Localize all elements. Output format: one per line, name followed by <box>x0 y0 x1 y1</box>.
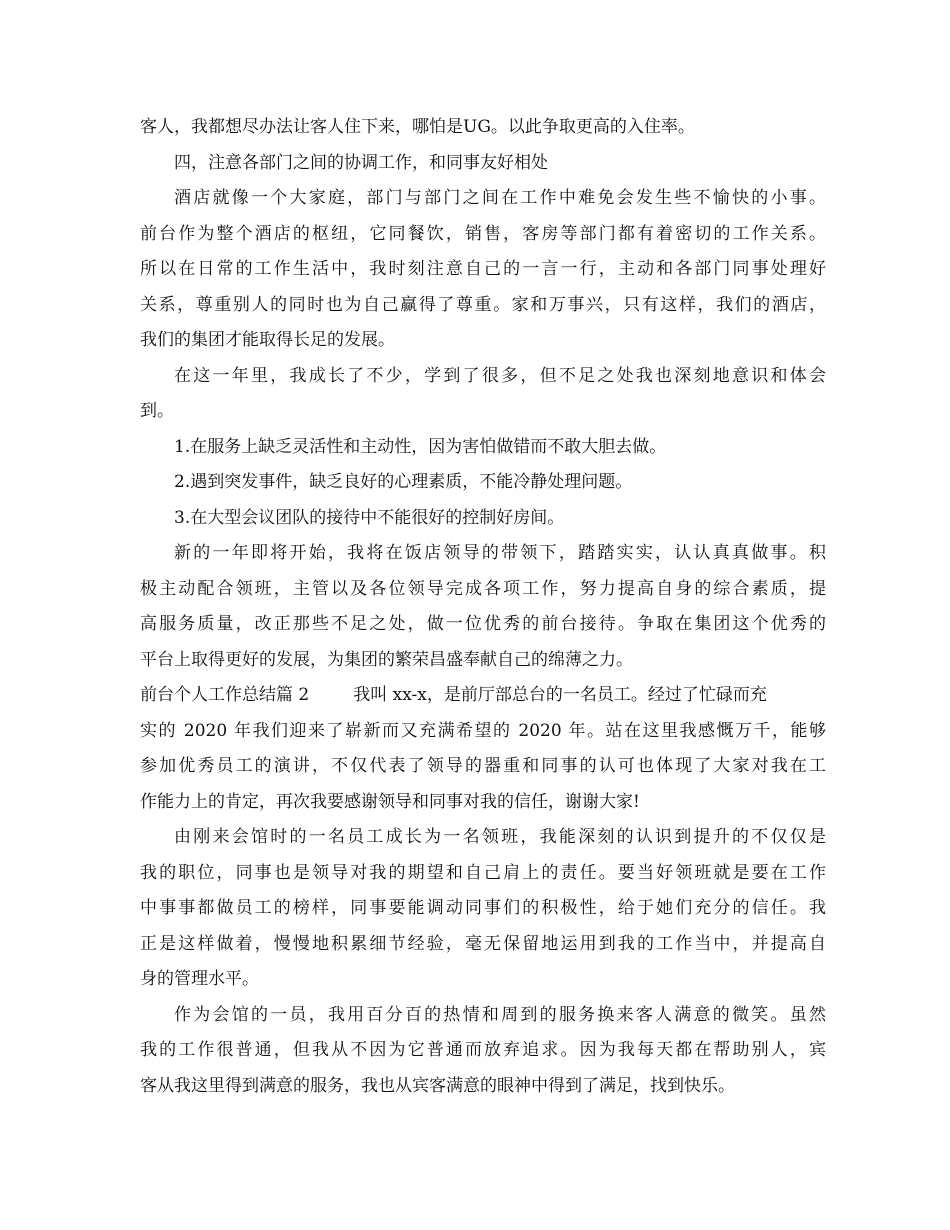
text-line: 作能力上的肯定，再次我要感谢领导和同事对我的信任，谢谢大家! <box>140 791 640 812</box>
section2-title-line <box>140 678 826 714</box>
text-line: 我的工作很普通，但我从不因为它普通而放弃追求。因为我每天都在帮助别人，宾 <box>140 1040 826 1060</box>
shortcomings-list <box>140 430 826 537</box>
paragraph-hotel-family <box>140 181 826 359</box>
list-item: 2.遇到突发事件，缺乏良好的心理素质，不能冷静处理问题。 <box>174 472 633 492</box>
text-line: 平台上取得更好的发展，为集团的繁荣昌盛奉献自己的绵薄之力。 <box>140 649 633 670</box>
paragraph-service <box>140 998 826 1105</box>
text-line: 在这一年里，我成长了不少，学到了很多，但不足之处我也深刻地意识和体会 <box>174 365 826 386</box>
text-line: 中事事都做员工的榜样，同事要能调动同事们的积极性，给于她们充分的信任。我 <box>140 898 826 918</box>
text-line: 客人，我都想尽办法让客人住下来，哪怕是UG。以此争取更高的入住率。 <box>140 117 695 137</box>
text-line: 极主动配合领班，主管以及各位领导完成各项工作，努力提高自身的综合素质，提 <box>140 578 826 599</box>
text-line: 到。 <box>140 401 174 421</box>
list-item: 1.在服务上缺乏灵活性和主动性，因为害怕做错而不敢大胆去做。 <box>174 436 667 457</box>
paragraph-year-growth <box>140 359 826 430</box>
text-line: 前台作为整个酒店的枢纽，它同餐饮，销售，客房等部门都有着密切的工作关系。 <box>140 223 826 244</box>
text-line: 高服务质量，改正那些不足之处，做一位优秀的前台接待。争取在集团这个优秀的 <box>140 614 826 634</box>
text-line: 身的管理水平。 <box>140 969 259 989</box>
document-page <box>140 110 826 1104</box>
text-line: 所以在日常的工作生活中，我时刻注意自己的一言一行，主动和各部门同事处理好 <box>140 259 826 279</box>
list-item: 3.在大型会议团队的接待中不能很好的控制好房间。 <box>174 507 565 528</box>
text-line: 作为会馆的一员，我用百分百的热情和周到的服务换来客人满意的微笑。虽然 <box>174 1004 826 1025</box>
section-heading: 四，注意各部门之间的协调工作，和同事友好相处 <box>174 152 548 173</box>
section2-title: 前台个人工作总结篇 2 <box>140 685 310 705</box>
section2-first-text: 我叫 xx-x，是前厅部总台的一名员工。经过了忙碌而充 <box>353 685 767 705</box>
text-line: 客从我这里得到满意的服务，我也从宾客满意的眼神中得到了满足，找到快乐。 <box>140 1075 735 1096</box>
text-line: 关系，尊重别人的同时也为自己赢得了尊重。家和万事兴，只有这样，我们的酒店， <box>140 294 826 315</box>
text-line: 参加优秀员工的演讲，不仅代表了领导的器重和同事的认可也体现了大家对我在工 <box>140 756 826 776</box>
paragraph-section2 <box>140 714 826 821</box>
paragraph-intro-end <box>140 110 826 146</box>
text-line: 我的职位，同事也是领导对我的期望和自己肩上的责任。要当好领班就是要在工作 <box>140 862 826 883</box>
text-line: 我们的集团才能取得长足的发展。 <box>140 330 395 350</box>
text-line: 酒店就像一个大家庭，部门与部门之间在工作中难免会发生些不愉快的小事。 <box>174 188 826 208</box>
text-line: 实的 2020 年我们迎来了崭新而又充满希望的 2020 年。站在这里我感慨万千，能够 <box>140 720 826 741</box>
paragraph-team-leader <box>140 820 826 998</box>
text-line: 新的一年即将开始，我将在饭店领导的带领下，踏踏实实，认认真真做事。积 <box>174 543 826 563</box>
paragraph-new-year <box>140 536 826 678</box>
text-line: 由刚来会馆时的一名员工成长为一名领班，我能深刻的认识到提升的不仅仅是 <box>174 827 826 847</box>
text-line: 正是这样做着，慢慢地积累细节经验，毫无保留地运用到我的工作当中，并提高自 <box>140 933 826 954</box>
